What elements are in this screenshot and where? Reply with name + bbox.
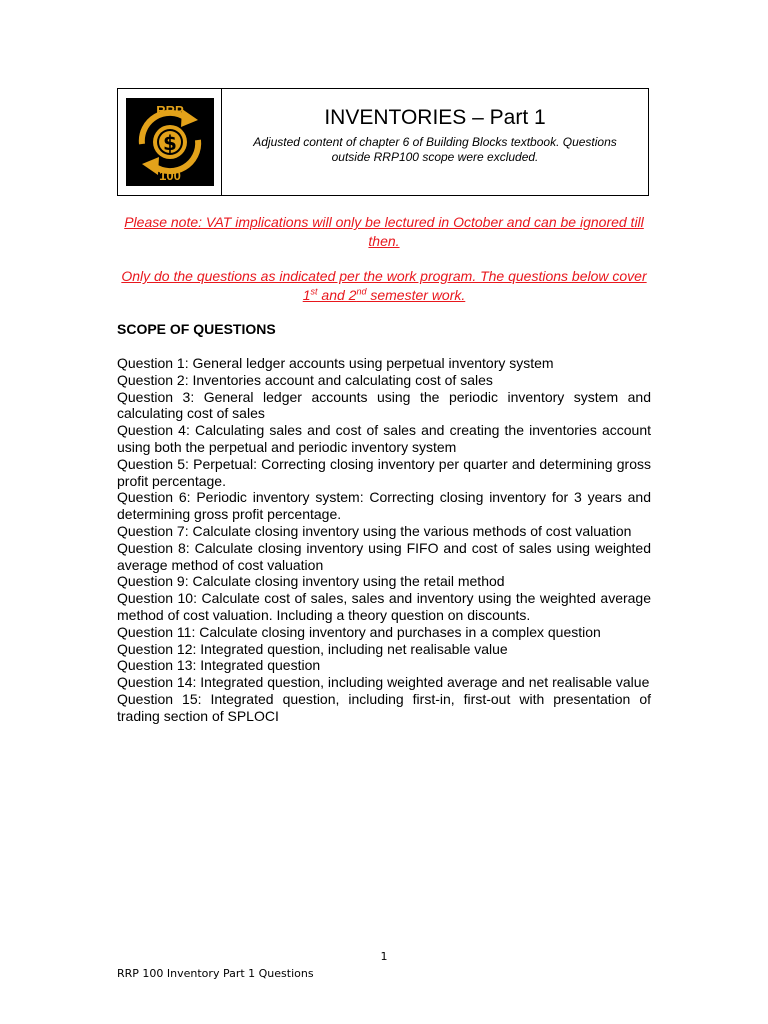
vat-notice: Please note: VAT implications will only be lectured in October and can be ignored till then. bbox=[124, 214, 644, 249]
title-cell bbox=[222, 89, 648, 195]
page-subtitle: Adjusted content of chapter 6 of Building Blocks textbook. Questions outside RRP100 scope were excluded. bbox=[253, 135, 617, 164]
question-item: Question 6: Periodic inventory system: Correcting closing inventory for 3 years and determining gross profit percentage. bbox=[117, 489, 651, 523]
question-item: Question 5: Perpetual: Correcting closing inventory per quarter and determining gross profit percentage. bbox=[117, 455, 651, 489]
logo-bottom-text: 100 bbox=[158, 168, 181, 183]
page-footer: RRP 100 Inventory Part 1 Questions bbox=[117, 967, 314, 980]
superscript-nd: nd bbox=[356, 286, 367, 297]
question-item: Question 11: Calculate closing inventory and purchases in a complex question bbox=[117, 623, 601, 640]
page-title: INVENTORIES – Part 1 bbox=[324, 106, 546, 129]
page-number: 1 bbox=[380, 950, 388, 963]
question-item: Question 1: General ledger accounts using perpetual inventory system bbox=[117, 355, 554, 371]
question-item: Question 3: General ledger accounts using the periodic inventory system and calculating cost of sales bbox=[117, 388, 651, 422]
scope-heading: SCOPE OF QUESTIONS bbox=[117, 321, 276, 337]
question-item: Question 13: Integrated question bbox=[117, 657, 321, 674]
notice-text-before: Only do the questions as indicated per the work program. The questions below cover 1 bbox=[121, 268, 647, 303]
logo-cell bbox=[118, 89, 222, 195]
notice-text-middle: and 2 bbox=[317, 287, 357, 303]
work-program-notice bbox=[117, 267, 651, 305]
question-item: Question 12: Integrated question, including net realisable value bbox=[117, 640, 508, 657]
rrp100-logo-icon bbox=[126, 98, 214, 186]
question-item: Question 15: Integrated question, including first-in, first-out with presentation of trading section of SPLOCI bbox=[117, 690, 651, 724]
question-item: Question 7: Calculate closing inventory using the various methods of cost valuation bbox=[117, 522, 632, 539]
notice-text-after: semester work. bbox=[366, 287, 466, 303]
question-list bbox=[117, 355, 651, 725]
question-item: Question 14: Integrated question, including weighted average and net realisable value bbox=[117, 674, 650, 691]
question-item: Question 4: Calculating sales and cost of sales and creating the inventories account using both the perpetual and periodic inventory system bbox=[117, 422, 651, 455]
logo-top-text: RRP bbox=[155, 103, 184, 118]
question-item: Question 10: Calculate cost of sales, sales and inventory using the weighted average method of cost valuation. Including a theory question on discounts. bbox=[117, 590, 651, 623]
question-item: Question 9: Calculate closing inventory using the retail method bbox=[117, 573, 505, 590]
question-item: Question 8: Calculate closing inventory using FIFO and cost of sales using weighted average method of cost valuation bbox=[117, 539, 651, 573]
logo-symbol: $ bbox=[162, 131, 177, 155]
question-item: Question 2: Inventories account and calculating cost of sales bbox=[117, 371, 493, 388]
superscript-st: st bbox=[310, 286, 318, 297]
document-header bbox=[117, 88, 649, 196]
